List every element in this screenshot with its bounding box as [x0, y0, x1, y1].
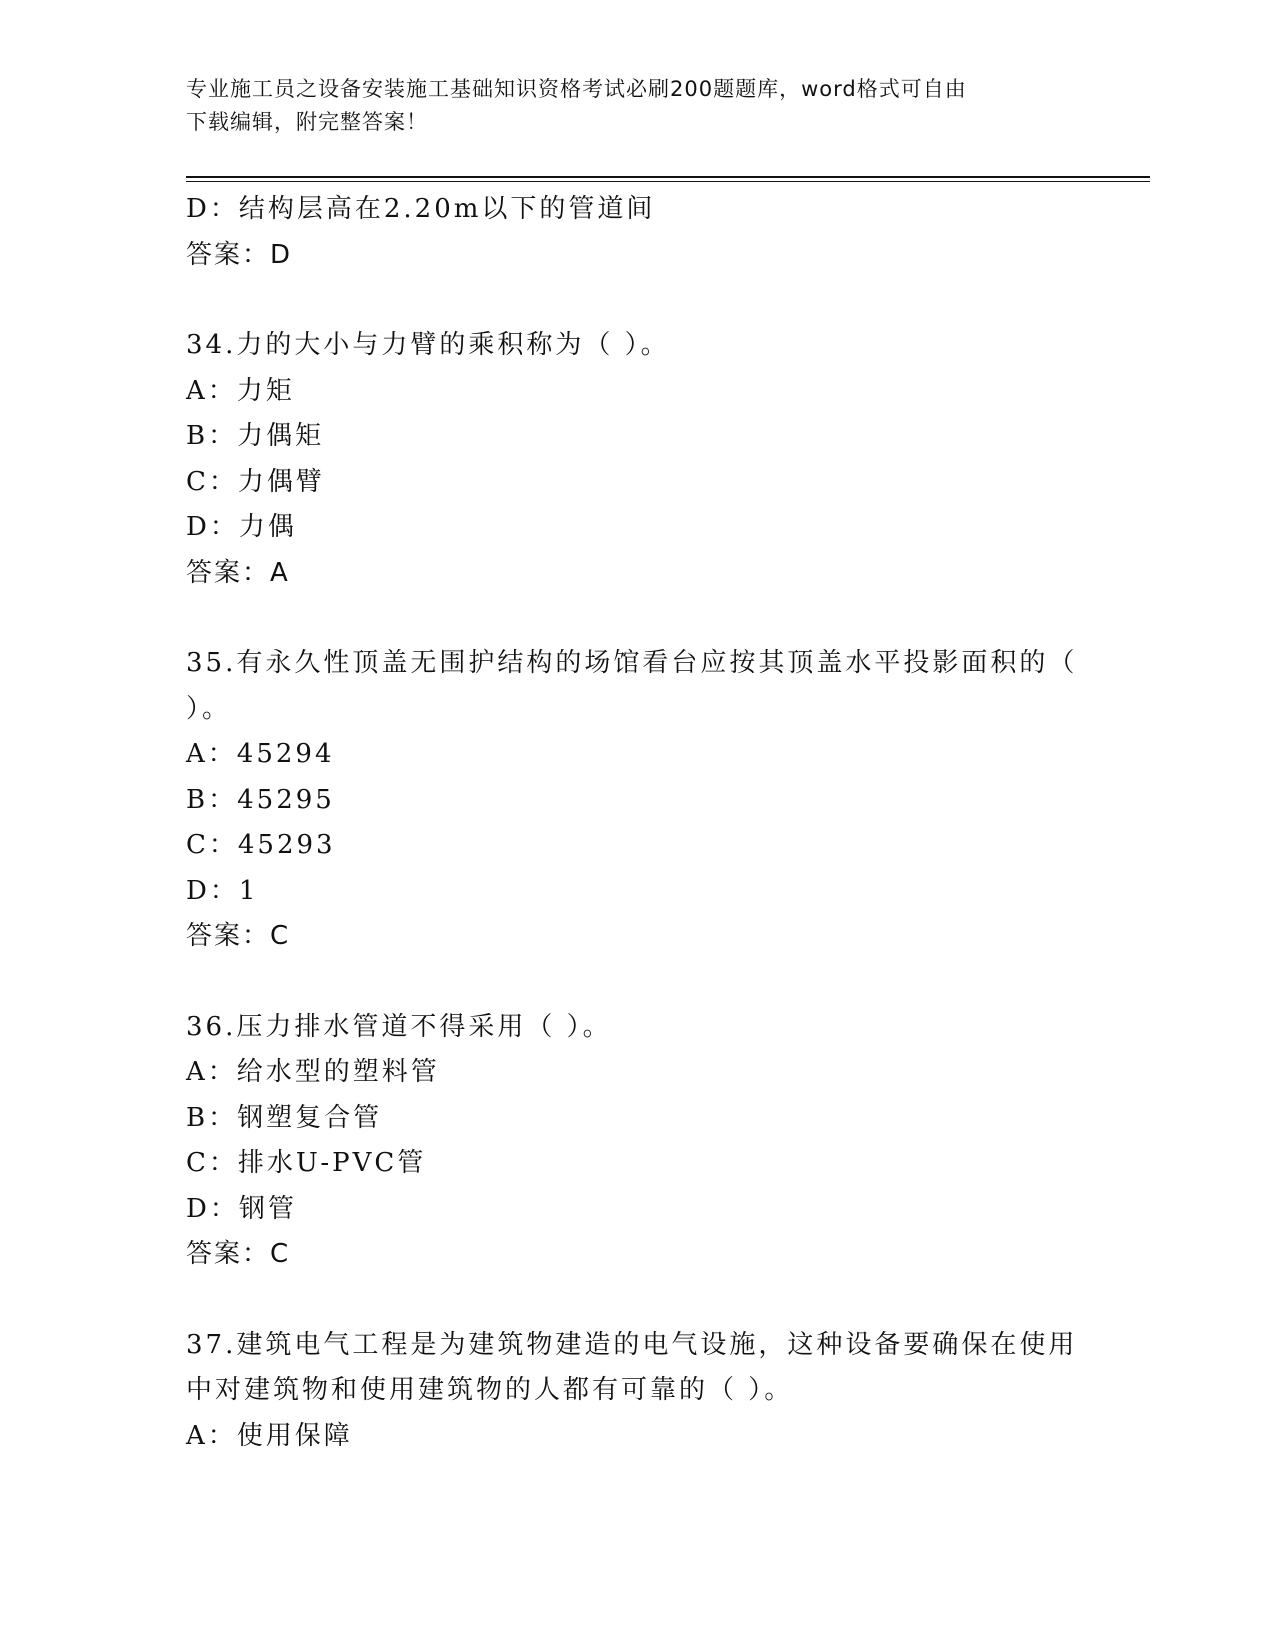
option-a: A：给水型的塑料管: [186, 1057, 440, 1087]
option-d: D：力偶: [186, 512, 297, 542]
question-37: [186, 1323, 1086, 1460]
option-a: A：45294: [186, 739, 335, 769]
answer: 答案：C: [186, 1239, 291, 1269]
option-b: B：钢塑复合管: [186, 1102, 383, 1133]
spacer: [186, 1278, 1086, 1323]
question-stem-line-1: 37.建筑电气工程是为建筑物建造的电气设施，这种设备要确保在使用: [186, 1329, 1078, 1360]
header-line-1: 专业施工员之设备安装施工基础知识资格考试必刷200题题库，word格式可自由: [186, 77, 967, 101]
option-c: C：45293: [186, 830, 336, 860]
question-35: [186, 641, 1086, 960]
option-a: A：力矩: [186, 375, 295, 406]
option-d: D：1: [186, 875, 259, 906]
header-line-2: 下载编辑，附完整答案！: [186, 110, 428, 134]
option-c: C：力偶臂: [186, 466, 325, 497]
question-stem-line-2: 中对建筑物和使用建筑物的人都有可靠的（ ）。: [186, 1375, 794, 1405]
spacer: [186, 960, 1086, 1005]
question-36: [186, 1005, 1086, 1278]
answer: 答案：A: [186, 557, 290, 588]
question-stem: 34.力的大小与力臂的乘积称为（ ）。: [186, 330, 670, 360]
spacer: [186, 596, 1086, 641]
spacer: [186, 278, 1086, 323]
document-header: [186, 73, 1066, 139]
option-d: D：结构层高在2.20m以下的管道间: [186, 194, 656, 224]
question-33-tail: [186, 187, 1086, 278]
option-b: B：力偶矩: [186, 421, 325, 451]
answer: 答案：C: [186, 921, 291, 951]
option-a: A：使用保障: [186, 1420, 353, 1451]
question-list: [186, 187, 1086, 1459]
option-d: D：钢管: [186, 1193, 297, 1224]
question-stem-line-2: ）。: [186, 693, 232, 724]
header-divider-thick: [186, 176, 1150, 178]
option-b: B：45295: [186, 784, 335, 815]
option-c: C：排水U-PVC管: [186, 1148, 427, 1178]
question-stem-line-1: 35.有永久性顶盖无围护结构的场馆看台应按其顶盖水平投影面积的（: [186, 648, 1078, 678]
question-34: [186, 323, 1086, 596]
header-divider-thin: [186, 181, 1150, 182]
question-stem: 36.压力排水管道不得采用（ ）。: [186, 1011, 612, 1042]
answer: 答案：D: [186, 239, 293, 270]
